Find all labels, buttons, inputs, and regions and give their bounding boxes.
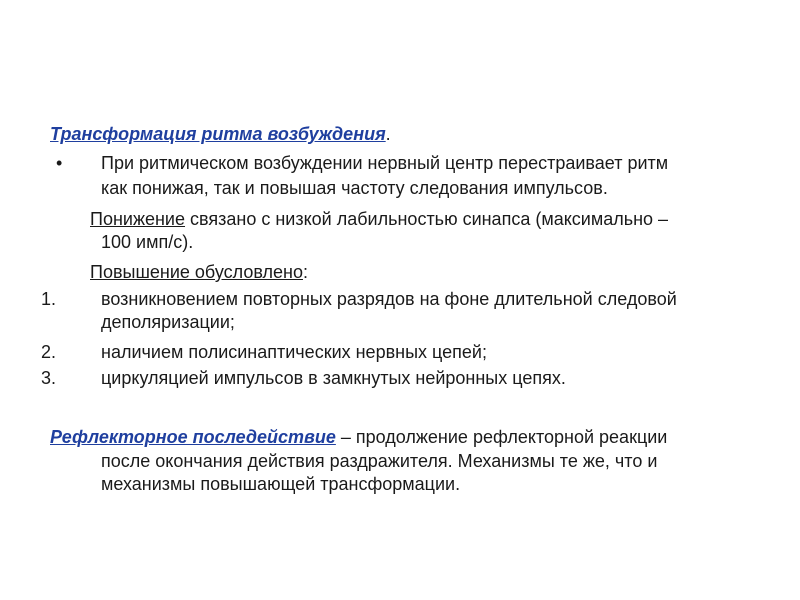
section2-line-3: механизмы повышающей трансформации. [101, 474, 461, 494]
list-item-line-2: деполяризации; [101, 312, 235, 332]
increase-line [90, 261, 308, 283]
section1-heading-dot: . [385, 124, 391, 144]
increase-colon: : [302, 262, 308, 282]
decrease-line-2: 100 имп/с). [101, 232, 194, 252]
list-item-line-1: возникновением повторных разрядов на фоне длительной следовой [101, 289, 677, 309]
decrease-line-1 [90, 208, 668, 230]
section1-heading-line [50, 123, 391, 145]
section2-rest: – продолжение рефлекторной реакции [335, 427, 668, 447]
list-item-number: 3. [41, 368, 57, 388]
bullet-line-2: как понижая, так и повышая частоту следования импульсов. [101, 178, 608, 198]
list-item-line-1: циркуляцией импульсов в замкнутых нейронных цепях. [101, 368, 566, 388]
section2-line-1 [50, 426, 667, 448]
list-item-line-1: наличием полисинаптических нервных цепей; [101, 342, 487, 362]
increase-term: Повышение обусловлено [90, 262, 303, 282]
section2-heading: Рефлекторное последействие [50, 427, 336, 447]
decrease-rest: связано с низкой лабильностью синапса (максимально – [185, 209, 669, 229]
bullet-line-1: При ритмическом возбуждении нервный центр перестраивает ритм [101, 153, 669, 173]
list-item-number: 2. [41, 342, 57, 362]
section1-heading: Трансформация ритма возбуждения [50, 124, 386, 144]
list-item-number: 1. [41, 289, 57, 309]
bullet-marker: • [56, 153, 63, 173]
decrease-term: Понижение [90, 209, 186, 229]
section2-line-2: после окончания действия раздражителя. Механизмы те же, что и [101, 451, 658, 471]
